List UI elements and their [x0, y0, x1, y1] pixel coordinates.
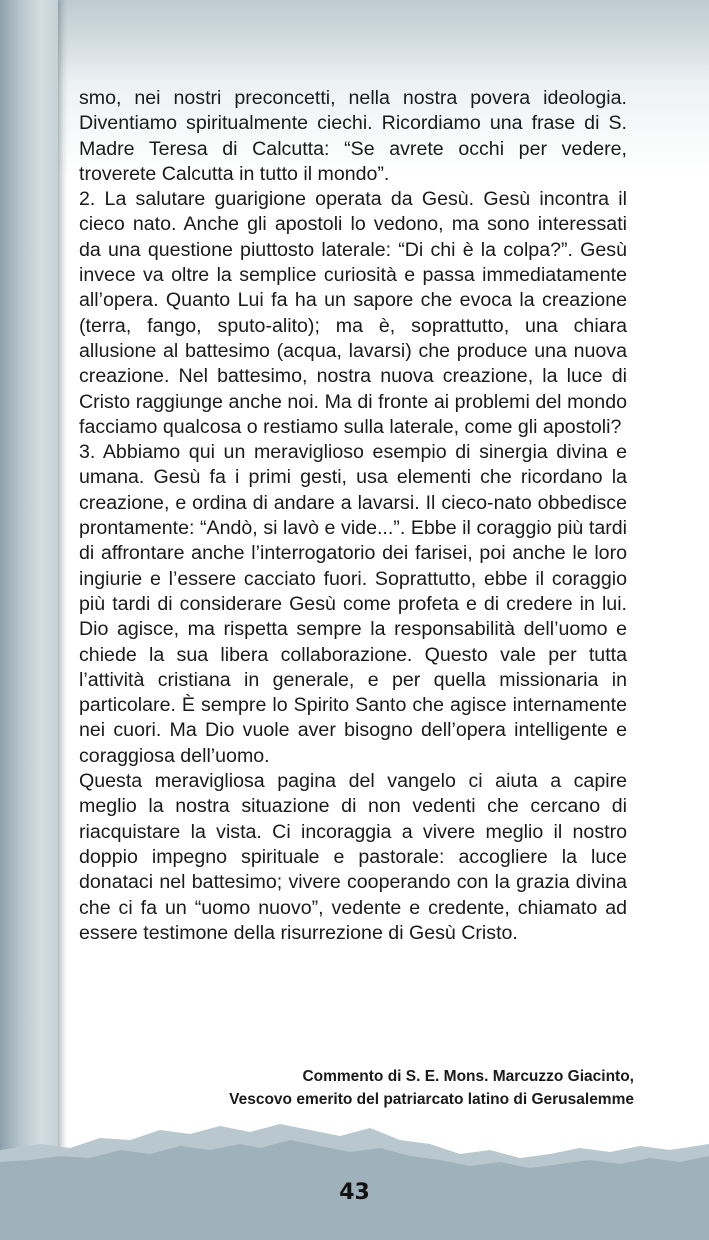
page-binding-strip [0, 0, 58, 1240]
binding-shadow [58, 0, 68, 1240]
attribution-line-2: Vescovo emerito del patriarcato latino di Gerusalemme [229, 1091, 634, 1108]
page-number: 43 [339, 1180, 370, 1205]
attribution [229, 1065, 634, 1111]
paragraph-conclusion: Questa meravigliosa pagina del vangelo ci aiuta a capire meglio la nostra situazione di non vedenti che cercano di riacquistare la vista. Ci incoraggia a vivere meglio il nostro doppio impegno spirituale e pastorale: accogliere la luce donataci nel battesimo; vivere cooperando con la grazia divina che ci fa un “uomo nuovo”, vedente e credente, chiamato ad essere testimone della risurrezione di Gesù Cristo. [79, 770, 627, 944]
mountain-silhouette [0, 1110, 709, 1240]
paragraph-2: 2. La salutare guarigione operata da Gesù. Gesù incontra il cieco nato. Anche gli apostoli lo vedono, ma sono interessati da una questione piuttosto laterale: “Di chi è la colpa?”. Gesù invece va oltre la semplice curiosità e passa immediatamente all’opera. Quanto Lui fa ha un sapore che evoca la creazione (terra, fango, sputo-alito); ma è, soprattutto, una chiara allusione al battesimo (acqua, lavarsi) che produce una nuova creazione. Nel battesimo, nostra nuova creazione, la luce di Cristo raggiunge anche noi. Ma di fronte ai problemi del mondo facciamo qualcosa o restiamo sulla laterale, come gli apostoli? [79, 188, 627, 438]
paragraph-intro: smo, nei nostri preconcetti, nella nostra povera ideologia. Diventiamo spiritualmente ciechi. Ricordiamo una frase di S. Madre Teresa di Calcutta: “Se avrete occhi per vedere, troverete Calcutta in tutto il mondo”. [79, 87, 627, 185]
top-haze-decoration [58, 0, 709, 80]
body-text [79, 86, 627, 946]
attribution-line-1: Commento di S. E. Mons. Marcuzzo Giacinto, [302, 1068, 634, 1085]
paragraph-3: 3. Abbiamo qui un meraviglioso esempio di sinergia divina e umana. Gesù fa i primi gesti, usa elementi che ricordano la creazione, e ordina di andare a lavarsi. Il cieco-nato obbedisce prontamente: “Andò, si lavò e vide...”. Ebbe il coraggio più tardi di affrontare anche l’interrogatorio dei farisei, poi anche le loro ingiurie e l’essere cacciato fuori. Soprattutto, ebbe il coraggio più tardi di considerare Gesù come profeta e di credere in lui. Dio agisce, ma rispetta sempre la responsabilità dell’uomo e chiede la sua libera collaborazione. Questo vale per tutta l’attività cristiana in generale, e per quella missionaria in particolare. È sempre lo Spirito Santo che agisce internamente nei cuori. Ma Dio vuole aver bisogno dell’opera intelligente e coraggiosa dell’uomo. [79, 441, 627, 767]
